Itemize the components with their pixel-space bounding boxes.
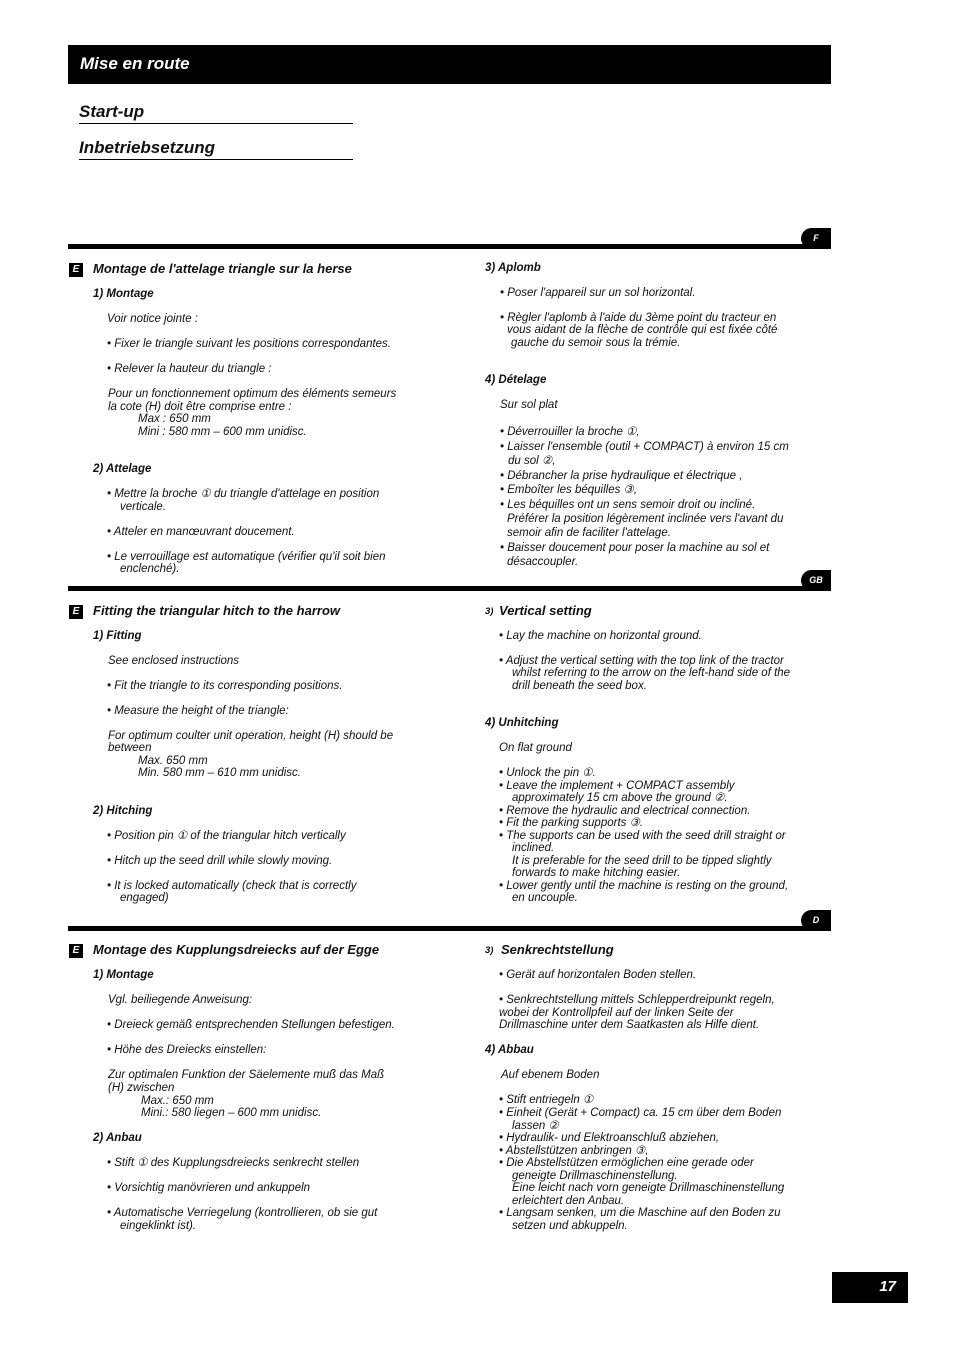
text-line: lassen ②: [512, 1120, 559, 1132]
text-line: Max.: 650 mm: [141, 1095, 214, 1107]
text-line: • Débrancher la prise hydraulique et électrique ,: [500, 470, 743, 482]
section-heading-d: Montage des Kupplungsdreiecks auf der Egge: [93, 942, 380, 957]
text-line: • Position pin ① of the triangular hitch vertically: [107, 830, 346, 842]
text-line: • Die Abstellstützen ermöglichen eine gerade oder: [499, 1157, 754, 1169]
text-line: • Stift ① des Kupplungsdreiecks senkrecht stellen: [107, 1157, 360, 1169]
text-line: Drillmaschine unter dem Saatkasten als Hilfe dient.: [499, 1019, 760, 1031]
text-line: Pour un fonctionnement optimum des éléments semeurs: [108, 388, 397, 400]
subheading-attelage: 2) Attelage: [93, 463, 152, 475]
text-line: • Emboîter les béquilles ③,: [500, 484, 638, 496]
subheading-unhitching: 4) Unhitching: [485, 717, 559, 729]
text-line: • Leave the implement + COMPACT assembly: [499, 780, 735, 792]
subheading-anbau: 2) Anbau: [93, 1132, 142, 1144]
section-heading-f: Montage de l'attelage triangle sur la herse: [93, 261, 352, 276]
text-line: Vgl. beiliegende Anweisung:: [108, 994, 253, 1006]
text-line: On flat ground: [499, 742, 572, 754]
subheading-montage: 1) Montage: [93, 288, 154, 300]
text-line: • Measure the height of the triangle:: [107, 705, 289, 717]
text-line: vous aidant de la flèche de contrôle qui est fixée côté: [507, 324, 778, 336]
text-line: geneigte Drillmaschinenstellung.: [512, 1170, 678, 1182]
text-line: • It is locked automatically (check that is correctly: [107, 880, 357, 892]
text-line: • Hydraulik- und Elektroanschluß abziehen,: [499, 1132, 720, 1144]
section-marker-e: E: [69, 605, 83, 619]
text-line: (H) zwischen: [108, 1082, 175, 1094]
subheading-aplomb: 3) Aplomb: [485, 262, 541, 274]
text-line: • Langsam senken, um die Maschine auf den Boden zu: [499, 1207, 781, 1219]
text-line: • Poser l'appareil sur un sol horizontal.: [500, 287, 696, 299]
subheading-fitting: 1) Fitting: [93, 630, 142, 642]
text-line: setzen und abkuppeln.: [512, 1220, 628, 1232]
section-heading-gb: Fitting the triangular hitch to the harrow: [93, 603, 340, 618]
text-line: • Atteler en manœuvrant doucement.: [107, 526, 295, 538]
text-line: semoir afin de faciliter l'attelage.: [507, 527, 671, 539]
language-tab-d: D: [801, 910, 831, 931]
text-line: eingeklinkt ist).: [120, 1220, 197, 1232]
text-line: inclined.: [512, 842, 555, 854]
text-line: • Dreieck gemäß entsprechenden Stellungen befestigen.: [107, 1019, 395, 1031]
text-line: See enclosed instructions: [108, 655, 240, 667]
text-line: • Stift entriegeln ①: [499, 1094, 594, 1106]
page-title: Mise en route: [80, 54, 190, 73]
text-line: engaged): [120, 892, 169, 904]
text-line: erleichtert den Anbau.: [512, 1195, 625, 1207]
page-number-box: [832, 1272, 908, 1303]
text-line: • Einheit (Gerät + Compact) ca. 15 cm über dem Boden: [499, 1107, 782, 1119]
text-line: • Senkrechtstellung mittels Schlepperdreipunkt regeln,: [499, 994, 775, 1006]
text-line: It is preferable for the seed drill to be tipped slightly: [512, 855, 772, 867]
text-line: Voir notice jointe :: [107, 313, 198, 325]
text-line: • Unlock the pin ①.: [499, 767, 596, 779]
text-line: Préférer la position légèrement inclinée vers l'avant du: [507, 513, 784, 525]
text-line: du sol ②,: [508, 455, 556, 467]
text-line: • Automatische Verriegelung (kontrollieren, ob sie gut: [107, 1207, 378, 1219]
text-line: wobei der Kontrollpfeil auf der linken Seite der: [499, 1007, 734, 1019]
subheading-abbau: 4) Abbau: [485, 1044, 534, 1056]
text-line: • Gerät auf horizontalen Boden stellen.: [499, 969, 697, 981]
text-line: • Abstellstützen anbringen ③,: [499, 1145, 649, 1157]
text-line: • Le verrouillage est automatique (vérifier qu'il soit bien: [107, 551, 386, 563]
section-rule-gb: [68, 586, 831, 591]
section-rule-f: [68, 244, 831, 249]
text-line: Mini.: 580 liegen – 600 mm unidisc.: [141, 1107, 322, 1119]
text-line: enclenché).: [120, 563, 180, 575]
text-line: drill beneath the seed box.: [512, 680, 647, 692]
text-line: • The supports can be used with the seed drill straight or: [499, 830, 786, 842]
section-marker-e: E: [69, 944, 83, 958]
text-line: • Remove the hydraulic and electrical connection.: [499, 805, 751, 817]
text-line: • Laisser l'ensemble (outil + COMPACT) à environ 15 cm: [500, 441, 789, 453]
text-line: Zur optimalen Funktion der Säelemente muß das Maß: [108, 1069, 385, 1081]
text-line: gauche du semoir sous la trémie.: [511, 337, 681, 349]
subheading-number: 3): [485, 945, 494, 956]
text-line: • Adjust the vertical setting with the top link of the tractor: [499, 655, 784, 667]
language-tab-gb: GB: [801, 570, 831, 591]
subheading-vertical-setting: Vertical setting: [499, 603, 592, 618]
text-line: désaccoupler.: [507, 556, 579, 568]
text-line: en uncouple.: [512, 892, 578, 904]
section-rule-d: [68, 926, 831, 931]
text-line: Max. 650 mm: [138, 755, 208, 767]
section-marker-e: E: [69, 263, 83, 277]
text-line: • Règler l'aplomb à l'aide du 3ème point du tracteur en: [500, 312, 777, 324]
text-line: Auf ebenem Boden: [501, 1069, 600, 1081]
subheading-number: 3): [485, 606, 494, 617]
title-banner: [68, 45, 831, 84]
text-line: • Fixer le triangle suivant les positions correspondantes.: [107, 338, 392, 350]
text-line: Eine leicht nach vorn geneigte Drillmaschinenstellung: [512, 1182, 785, 1194]
text-line: Sur sol plat: [500, 399, 558, 411]
subheading-montage: 1) Montage: [93, 969, 154, 981]
text-line: • Mettre la broche ① du triangle d'attelage en position: [107, 488, 380, 500]
text-line: • Lay the machine on horizontal ground.: [499, 630, 702, 642]
text-line: • Baisser doucement pour poser la machine au sol et: [500, 542, 770, 554]
text-line: whilst referring to the arrow on the left-hand side of the: [512, 667, 791, 679]
text-line: • Höhe des Dreiecks einstellen:: [107, 1044, 267, 1056]
text-line: • Déverrouiller la broche ①,: [500, 426, 640, 438]
text-line: • Hitch up the seed drill while slowly moving.: [107, 855, 333, 867]
text-line: verticale.: [120, 501, 167, 513]
text-line: Min. 580 mm – 610 mm unidisc.: [138, 767, 301, 779]
subheading-hitching: 2) Hitching: [93, 805, 153, 817]
subheading-detelage: 4) Dételage: [485, 374, 547, 386]
text-line: Max : 650 mm: [138, 413, 211, 425]
text-line: approximately 15 cm above the ground ②.: [512, 792, 728, 804]
page-number: 17: [879, 1278, 896, 1295]
text-line: Mini : 580 mm – 600 mm unidisc.: [138, 426, 307, 438]
text-line: • Les béquilles ont un sens semoir droit ou incliné.: [500, 499, 756, 511]
text-line: For optimum coulter unit operation, height (H) should be: [108, 730, 394, 742]
subtitle-german: Inbetriebsetzung: [79, 138, 353, 160]
subheading-senkrechtstellung: Senkrechtstellung: [501, 942, 614, 957]
text-line: • Fit the parking supports ③.: [499, 817, 644, 829]
text-line: la cote (H) doit être comprise entre :: [108, 401, 292, 413]
text-line: between: [108, 742, 152, 754]
language-tab-f: F: [801, 228, 831, 249]
text-line: • Fit the triangle to its corresponding positions.: [107, 680, 343, 692]
subtitle-english: Start-up: [79, 102, 353, 124]
text-line: • Lower gently until the machine is resting on the ground,: [499, 880, 789, 892]
text-line: forwards to make hitching easier.: [512, 867, 681, 879]
text-line: • Relever la hauteur du triangle :: [107, 363, 272, 375]
text-line: • Vorsichtig manövrieren und ankuppeln: [107, 1182, 311, 1194]
